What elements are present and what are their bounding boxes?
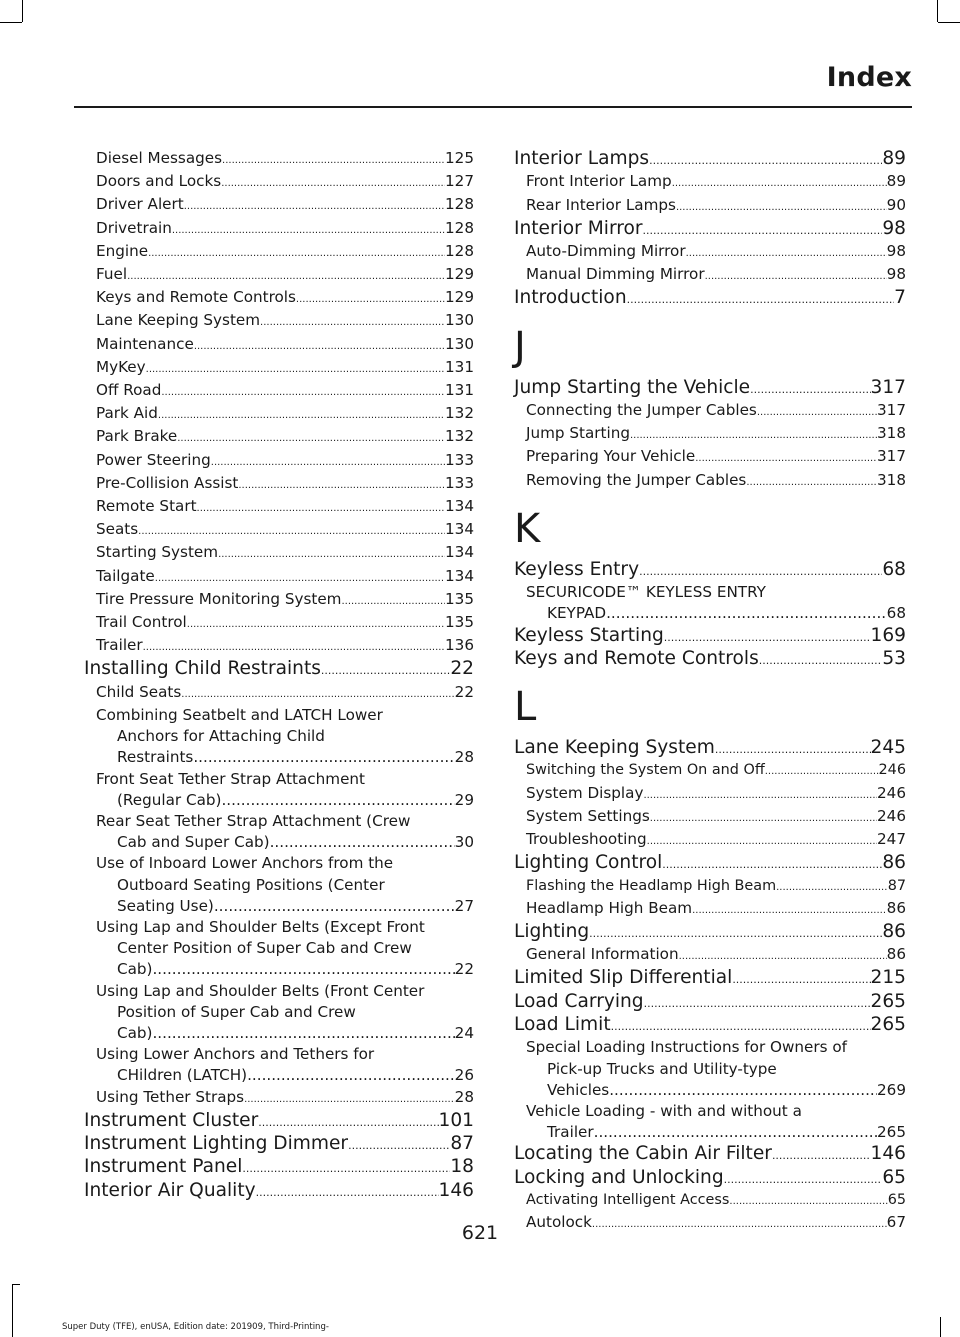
entry-line: Special Loading Instructions for Owners of [526,1038,847,1057]
page-number: 621 [461,1222,499,1244]
entry-line: Outboard Seating Positions (Center [117,875,385,894]
footer-edition-text: Super Duty (TFE), enUSA, Edition date: 201909, Third-Printing- [62,1322,329,1332]
index-subentry-multiline[interactable] [514,1037,906,1101]
entry-last-line: Vehicles ..... 269 [526,1080,906,1101]
index-subentry[interactable]: Doors and Locks ..... 127 [84,171,474,194]
index-entry[interactable]: Lighting Control ..... 86 [514,852,906,875]
index-subentry[interactable]: Driver Alert ..... 128 [84,194,474,217]
index-subentry[interactable]: Park Brake ..... 132 [84,426,474,449]
index-entry[interactable]: Instrument Panel ..... 18 [84,1156,474,1179]
index-subentry[interactable]: Fuel ..... 129 [84,264,474,287]
index-subentry-multiline[interactable] [84,705,474,769]
index-entry[interactable]: Introduction ..... 7 [514,287,906,310]
index-subentry[interactable]: Drivetrain ..... 128 [84,218,474,241]
index-subentry-multiline[interactable] [84,811,474,853]
entry-line: Rear Seat Tether Strap Attachment (Crew [96,811,411,830]
entry-line: Using Lower Anchors and Tethers for [96,1045,375,1064]
index-subentry[interactable]: System Settings ..... 246 [514,806,906,829]
entry-line: Front Seat Tether Strap Attachment [96,769,365,788]
index-subentry-multiline[interactable] [84,1044,474,1086]
crop-mark [940,1317,941,1337]
index-subentry[interactable]: Activating Intelligent Access ..... 65 [514,1190,906,1212]
index-entry[interactable]: Jump Starting the Vehicle ..... 317 [514,377,906,400]
entry-last-line: CHildren (LATCH) ..... 26 [96,1065,474,1086]
index-column-right [514,148,906,1235]
index-subentry[interactable]: Remote Start ..... 134 [84,496,474,519]
entry-last-line: Cab) ..... 22 [96,959,474,980]
index-subentry[interactable]: Engine ..... 128 [84,241,474,264]
index-subentry[interactable]: Using Tether Straps ..... 28 [84,1087,474,1110]
index-subentry[interactable]: General Information ..... 86 [514,944,906,967]
index-subentry[interactable]: Jump Starting ..... 318 [514,423,906,446]
crop-mark [22,0,23,22]
index-subentry-multiline[interactable] [84,917,474,981]
index-subentry[interactable]: Trail Control ..... 135 [84,612,474,635]
index-subentry[interactable]: Child Seats ..... 22 [84,682,474,705]
entry-last-line: KEYPAD ..... 68 [526,603,906,624]
index-subentry[interactable]: Off Road ..... 131 [84,380,474,403]
index-subentry[interactable]: Tire Pressure Monitoring System ..... 135 [84,589,474,612]
section-letter-k: K [514,505,541,552]
entry-line: Center Position of Super Cab and Crew [117,939,412,958]
index-subentry[interactable]: Diesel Messages ..... 125 [84,148,474,171]
index-subentry-multiline[interactable] [514,1101,906,1143]
index-subentry-multiline[interactable] [84,769,474,811]
index-entry[interactable]: Installing Child Restraints ..... 22 [84,658,474,681]
entry-last-line: Restraints ..... 28 [96,747,474,768]
index-subentry[interactable]: Starting System ..... 134 [84,542,474,565]
page-title: Index [826,62,912,93]
index-entry[interactable]: Instrument Lighting Dimmer ..... 87 [84,1133,474,1156]
entry-last-line: Trailer ..... 265 [526,1122,906,1143]
index-entry[interactable]: Locating the Cabin Air Filter ..... 146 [514,1143,906,1166]
index-entry[interactable]: Locking and Unlocking ..... 65 [514,1167,906,1190]
index-subentry-multiline[interactable] [84,981,474,1045]
crop-mark [0,22,22,23]
index-entry[interactable]: Interior Air Quality ..... 146 [84,1180,474,1203]
index-subentry[interactable]: Troubleshooting ..... 247 [514,829,906,852]
index-subentry[interactable]: System Display ..... 246 [514,783,906,806]
entry-line: Using Lap and Shoulder Belts (Except Front [96,918,425,936]
header-rule [74,106,912,108]
sub-entry-list [84,148,474,658]
index-subentry[interactable]: Keys and Remote Controls ..... 129 [84,287,474,310]
index-subentry[interactable]: Rear Interior Lamps ..... 90 [514,195,906,218]
entry-last-line: (Regular Cab) ..... 29 [96,790,474,811]
entry-line: Position of Super Cab and Crew [117,1002,356,1021]
crop-mark [12,1284,13,1337]
crop-mark [938,22,960,23]
index-subentry[interactable]: Tailgate ..... 134 [84,566,474,589]
entry-line: Use of Inboard Lower Anchors from the [96,854,394,873]
index-entry[interactable]: Load Carrying ..... 265 [514,991,906,1014]
index-subentry[interactable]: Seats ..... 134 [84,519,474,542]
entry-line: Pick-up Trucks and Utility-type [547,1059,777,1078]
index-subentry[interactable]: Maintenance ..... 130 [84,334,474,357]
index-subentry-multiline[interactable] [514,582,906,624]
index-entry[interactable]: Interior Lamps ..... 89 [514,148,906,171]
index-entry[interactable]: Lighting ..... 86 [514,921,906,944]
index-entry[interactable]: Keyless Starting ..... 169 [514,625,906,648]
index-entry[interactable]: Interior Mirror ..... 98 [514,218,906,241]
index-subentry[interactable]: Autolock ..... 67 [514,1212,906,1235]
entry-last-line: Cab and Super Cab) ..... 30 [96,832,474,853]
entry-line: Combining Seatbelt and LATCH Lower [96,705,383,724]
crop-mark [12,1284,20,1285]
index-entry[interactable]: Lane Keeping System ..... 245 [514,737,906,760]
section-letter-l: L [514,684,537,731]
index-subentry-multiline[interactable] [84,853,474,917]
index-subentry[interactable]: MyKey ..... 131 [84,357,474,380]
index-subentry[interactable]: Front Interior Lamp ..... 89 [514,171,906,194]
page-header [827,62,912,93]
crop-mark [937,0,938,22]
entry-line: Anchors for Attaching Child [117,727,325,746]
index-subentry[interactable]: Switching the System On and Off ..... 246 [514,760,906,782]
index-subentry[interactable]: Headlamp High Beam ..... 86 [514,898,906,921]
index-entry[interactable]: Keyless Entry ..... 68 [514,559,906,582]
index-subentry[interactable]: Park Aid ..... 132 [84,403,474,426]
index-subentry[interactable]: Flashing the Headlamp High Beam ..... 87 [514,876,906,898]
entry-line: Vehicle Loading - with and without a [526,1101,802,1120]
index-subentry[interactable]: Pre-Collision Assist ..... 133 [84,473,474,496]
index-subentry[interactable]: Trailer ..... 136 [84,635,474,658]
section-letter-j: J [514,323,526,370]
entry-last-line: Cab) ..... 24 [96,1023,474,1044]
entry-line: Using Lap and Shoulder Belts (Front Center [96,981,425,1000]
index-entry[interactable]: Load Limit ..... 265 [514,1014,906,1037]
index-subentry[interactable]: Preparing Your Vehicle ..... 317 [514,446,906,469]
index-subentry[interactable]: Lane Keeping System ..... 130 [84,310,474,333]
index-entry[interactable]: Keys and Remote Controls ..... 53 [514,648,906,671]
index-column-left [84,148,474,1203]
index-subentry[interactable]: Connecting the Jumper Cables ..... 317 [514,400,906,423]
index-subentry[interactable]: Auto-Dimming Mirror ..... 98 [514,241,906,264]
index-subentry[interactable]: Manual Dimming Mirror ..... 98 [514,264,906,287]
entry-last-line: Seating Use) ..... 27 [96,896,474,917]
index-entry[interactable]: Instrument Cluster ..... 101 [84,1110,474,1133]
index-subentry[interactable]: Power Steering ..... 133 [84,450,474,473]
index-subentry[interactable]: Removing the Jumper Cables ..... 318 [514,470,906,493]
entry-line: SECURICODE™ KEYLESS ENTRY [526,583,766,602]
index-entry[interactable]: Limited Slip Differential ..... 215 [514,967,906,990]
